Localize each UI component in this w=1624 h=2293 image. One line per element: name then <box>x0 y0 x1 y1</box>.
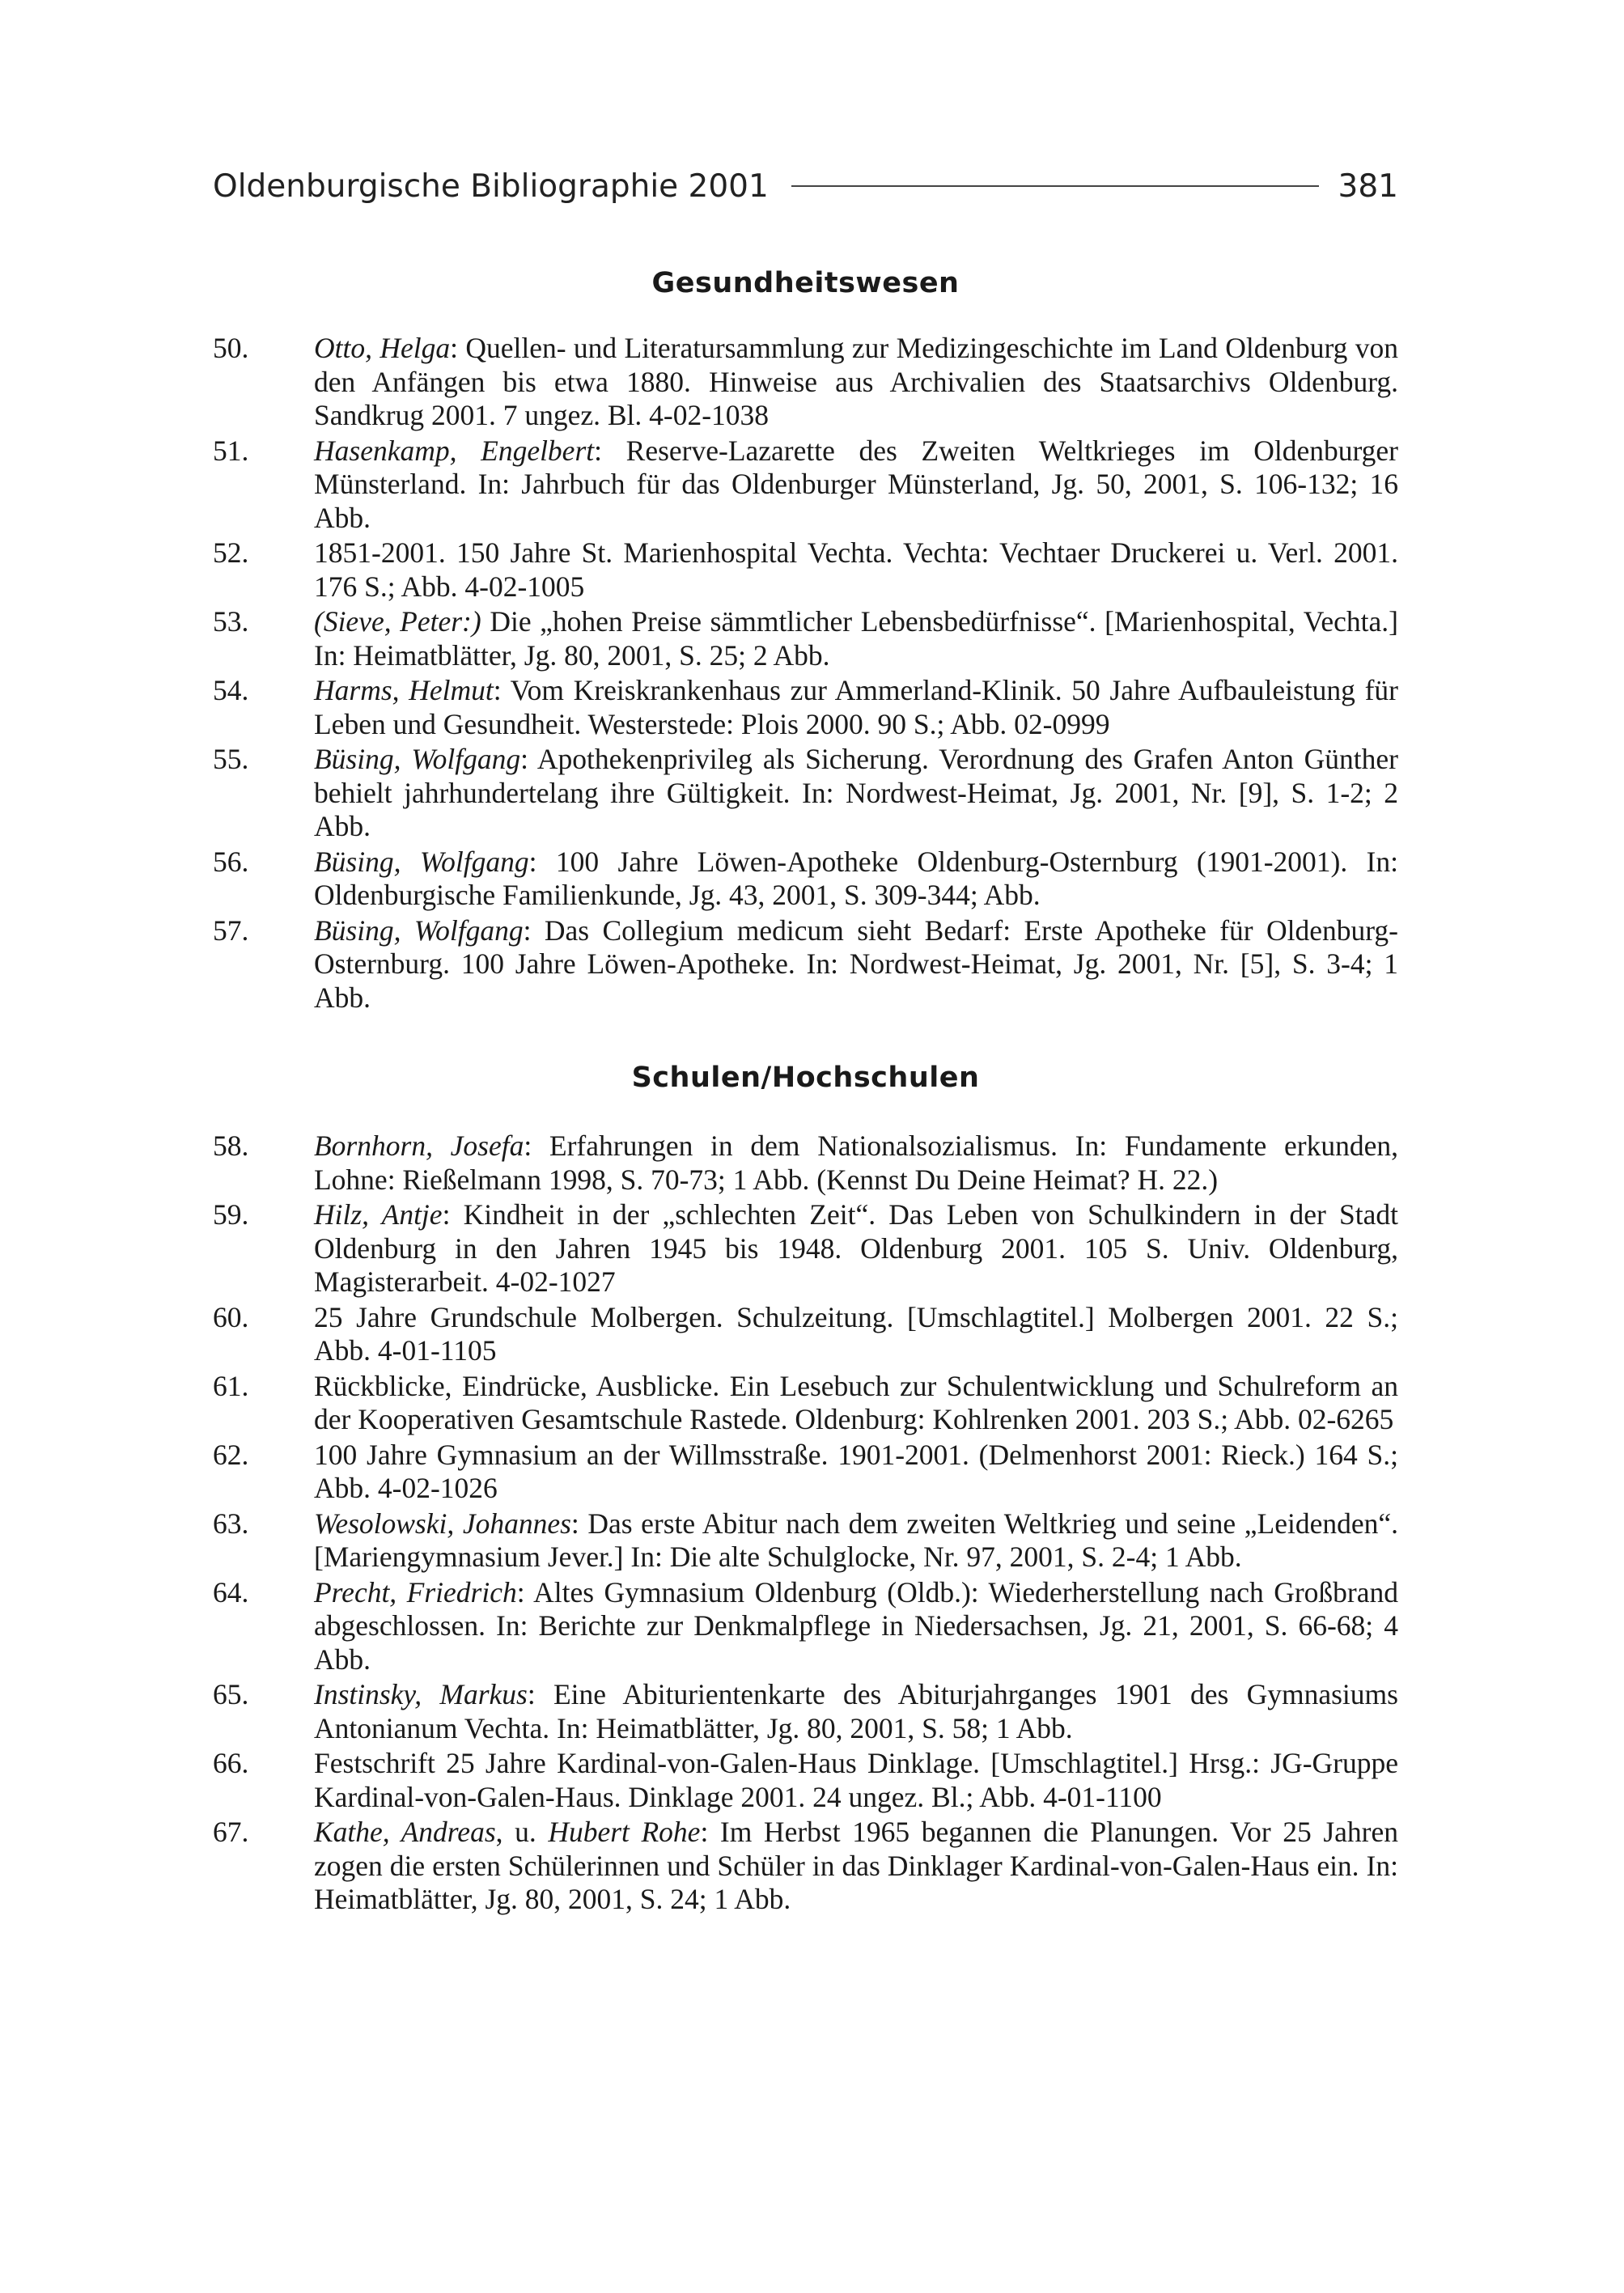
entry-number: 54. <box>213 674 249 706</box>
entry-author: Bornhorn, Josefa <box>314 1130 524 1162</box>
bibliography-entry-57 <box>213 914 1398 1015</box>
bibliography-entry-52 <box>213 536 1398 604</box>
entry-text: Quellen- und Literatursammlung zur Medizingeschichte im Land Oldenburg von den Anfängen bis etwa 1880. Hinweise aus Archivalien des Staatsarchivs Oldenburg. Sandkrug 2001. 7 ungez. Bl. 4-02-1038 <box>314 332 1398 431</box>
bibliography-entry-64 <box>213 1576 1398 1677</box>
entry-text: Die „hohen Preise sämmtlicher Lebensbedürfnisse“. [Marienhospital, Vechta.] In: Heimatblätter, Jg. 80, 2001, S. 25; 2 Abb. <box>314 605 1398 672</box>
bibliography-entry-56 <box>213 846 1398 913</box>
entry-author: Wesolowski, Johannes <box>314 1507 571 1540</box>
entry-author: (Sieve, Peter:) <box>314 605 481 638</box>
entry-text: 100 Jahre Löwen-Apotheke Oldenburg-Osternburg (1901-2001). In: Oldenburgische Familienkunde, Jg. 43, 2001, S. 309-344; Abb. <box>314 845 1398 911</box>
bibliography-entry-50 <box>213 332 1398 433</box>
entry-text: Altes Gymnasium Oldenburg (Oldb.): Wiederherstellung nach Großbrand abgeschlossen. In: Berichte zur Denkmalpflege in Niedersachsen, Jg. 21, 2001, S. 66-68; 4 Abb. <box>314 1575 1399 1676</box>
entry-author: Harms, Helmut <box>314 674 494 706</box>
entry-author: Instinsky, Markus <box>314 1678 528 1710</box>
entry-text: Festschrift 25 Jahre Kardinal-von-Galen-Haus Dinklage. [Umschlagtitel.] Hrsg.: JG-Gruppe Kardinal-von-Galen-Haus. Dinklage 2001. 24 ungez. Bl.; Abb. 4-01-1100 <box>314 1747 1398 1813</box>
entry-number: 62. <box>213 1438 249 1471</box>
entry-number: 61. <box>213 1369 249 1402</box>
entry-separator: : <box>594 434 626 467</box>
bibliography-entry-54 <box>213 674 1398 741</box>
entry-text: Rückblicke, Eindrücke, Ausblicke. Ein Lesebuch zur Schulentwicklung und Schulreform an der Kooperativen Gesamtschule Rastede. Oldenburg: Kohlrenken 2001. 203 S.; Abb. 02-6265 <box>314 1369 1398 1435</box>
entry-text: 25 Jahre Grundschule Molbergen. Schulzeitung. [Umschlagtitel.] Molbergen 2001. 22 S.; Abb. 4-01-1105 <box>314 1300 1398 1367</box>
entry-separator: : <box>528 845 556 878</box>
page-number: 381 <box>1338 167 1398 205</box>
header-rule <box>791 185 1319 187</box>
entry-text: Apothekenprivileg als Sicherung. Verordnung des Grafen Anton Günther behielt jahrhundertelang ihre Gültigkeit. In: Nordwest-Heimat, Jg. 2001, Nr. [9], S. 1-2; 2 Abb. <box>314 743 1398 842</box>
entry-separator: : <box>493 674 511 706</box>
entry-number: 51. <box>213 434 249 467</box>
entry-number: 67. <box>213 1816 249 1848</box>
entry-text: Das Collegium medicum sieht Bedarf: Erste Apotheke für Oldenburg-Osternburg. 100 Jahre Löwen-Apotheke. In: Nordwest-Heimat, Jg. 2001, Nr. [5], S. 3-4; 1 Abb. <box>314 913 1398 1014</box>
entry-separator: : <box>516 1575 534 1608</box>
entry-author: Büsing, Wolfgang <box>314 845 529 878</box>
entry-separator: : <box>523 913 545 947</box>
entry-list-schulen-hochschulen <box>213 1130 1398 1917</box>
entry-author: Hilz, Antje <box>314 1198 443 1231</box>
entry-separator-2: : <box>700 1816 720 1848</box>
bibliography-entry-67 <box>213 1816 1398 1917</box>
entry-number: 53. <box>213 605 249 638</box>
entry-separator: , <box>495 1816 515 1848</box>
entry-separator: : <box>524 1130 549 1162</box>
entry-author: Büsing, Wolfgang <box>314 913 524 947</box>
bibliography-entry-65 <box>213 1678 1398 1745</box>
page-content <box>213 267 1398 1918</box>
bibliography-entry-53 <box>213 605 1398 672</box>
bibliography-entry-63 <box>213 1507 1398 1575</box>
entry-text: Im Herbst 1965 begannen die Planungen. Vor 25 Jahren zogen die ersten Schülerinnen und Schüler in das Dinklager Kardinal-von-Galen-Haus ein. In: Heimatblätter, Jg. 80, 2001, S. 24; 1 Abb. <box>314 1816 1399 1915</box>
entry-separator: : <box>527 1678 553 1710</box>
entry-author: Büsing, Wolfgang <box>314 743 521 775</box>
entry-text: Erfahrungen in dem Nationalsozialismus. In: Fundamente erkunden, Lohne: Rießelmann 1998, S. 70-73; 1 Abb. (Kennst Du Deine Heimat? H. 22.) <box>314 1130 1398 1196</box>
entry-author: Precht, Friedrich <box>314 1575 517 1608</box>
entry-separator: : <box>450 332 466 364</box>
bibliography-entry-51 <box>213 434 1398 536</box>
bibliography-entry-61 <box>213 1370 1398 1437</box>
entry-number: 56. <box>213 845 249 878</box>
running-header <box>213 162 1398 210</box>
bibliography-entry-59 <box>213 1198 1398 1299</box>
entry-text: 1851-2001. 150 Jahre St. Marienhospital Vechta. Vechta: Vechtaer Druckerei u. Verl. 2001. 176 S.; Abb. 4-02-1005 <box>314 536 1398 603</box>
section-heading-schulen-hochschulen: Schulen/Hochschulen <box>631 1062 980 1094</box>
entry-number: 65. <box>213 1678 249 1710</box>
entry-number: 59. <box>213 1198 249 1231</box>
entry-number: 57. <box>213 913 249 947</box>
entry-number: 66. <box>213 1747 249 1779</box>
entry-coauthor: Hubert Rohe <box>548 1816 701 1848</box>
entry-conjunction: u. <box>515 1816 549 1848</box>
entry-text: Eine Abiturientenkarte des Abiturjahrganges 1901 des Gymnasiums Antonianum Vechta. In: Heimatblätter, Jg. 80, 2001, S. 58; 1 Abb. <box>314 1678 1398 1744</box>
entry-author: Otto, Helga <box>314 332 451 364</box>
section-heading-gesundheitswesen: Gesundheitswesen <box>651 267 960 299</box>
bibliography-entry-60 <box>213 1301 1398 1368</box>
entry-number: 55. <box>213 743 249 775</box>
entry-separator <box>481 605 490 638</box>
entry-author: Kathe, Andreas <box>314 1816 496 1848</box>
entry-text: Reserve-Lazarette des Zweiten Weltkrieges im Oldenburger Münsterland. In: Jahrbuch für das Oldenburger Münsterland, Jg. 50, 2001, S. 106-132; 16 Abb. <box>314 434 1398 534</box>
entry-separator: : <box>570 1507 588 1540</box>
entry-text: 100 Jahre Gymnasium an der Willmsstraße. 1901-2001. (Delmenhorst 2001: Rieck.) 164 S.; Abb. 4-02-1026 <box>314 1438 1398 1504</box>
running-header-title: Oldenburgische Bibliographie 2001 <box>213 167 769 205</box>
entry-separator: : <box>520 743 537 775</box>
entry-number: 64. <box>213 1575 249 1608</box>
entry-text: Vom Kreiskrankenhaus zur Ammerland-Klinik. 50 Jahre Aufbauleistung für Leben und Gesundheit. Westerstede: Plois 2000. 90 S.; Abb. 02-0999 <box>314 674 1398 740</box>
entry-text: Kindheit in der „schlechten Zeit“. Das Leben von Schulkindern in der Stadt Oldenburg in den Jahren 1945 bis 1948. Oldenburg 2001. 105 S. Univ. Oldenburg, Magisterarbeit. 4-02-1027 <box>314 1198 1398 1298</box>
entry-number: 52. <box>213 536 249 569</box>
entry-number: 58. <box>213 1130 249 1162</box>
entry-author: Hasenkamp, Engelbert <box>314 434 595 467</box>
entry-text: Das erste Abitur nach dem zweiten Weltkrieg und seine „Leidenden“. [Mariengymnasium Jever.] In: Die alte Schulglocke, Nr. 97, 2001, S. 2-4; 1 Abb. <box>314 1507 1398 1573</box>
bibliography-entry-55 <box>213 743 1398 844</box>
entry-number: 60. <box>213 1300 249 1333</box>
entry-number: 63. <box>213 1507 249 1540</box>
bibliography-entry-66 <box>213 1747 1398 1814</box>
bibliography-entry-58 <box>213 1130 1398 1197</box>
bibliography-entry-62 <box>213 1439 1398 1506</box>
entry-number: 50. <box>213 332 249 364</box>
entry-separator: : <box>442 1198 464 1231</box>
entry-list-gesundheitswesen <box>213 332 1398 1015</box>
